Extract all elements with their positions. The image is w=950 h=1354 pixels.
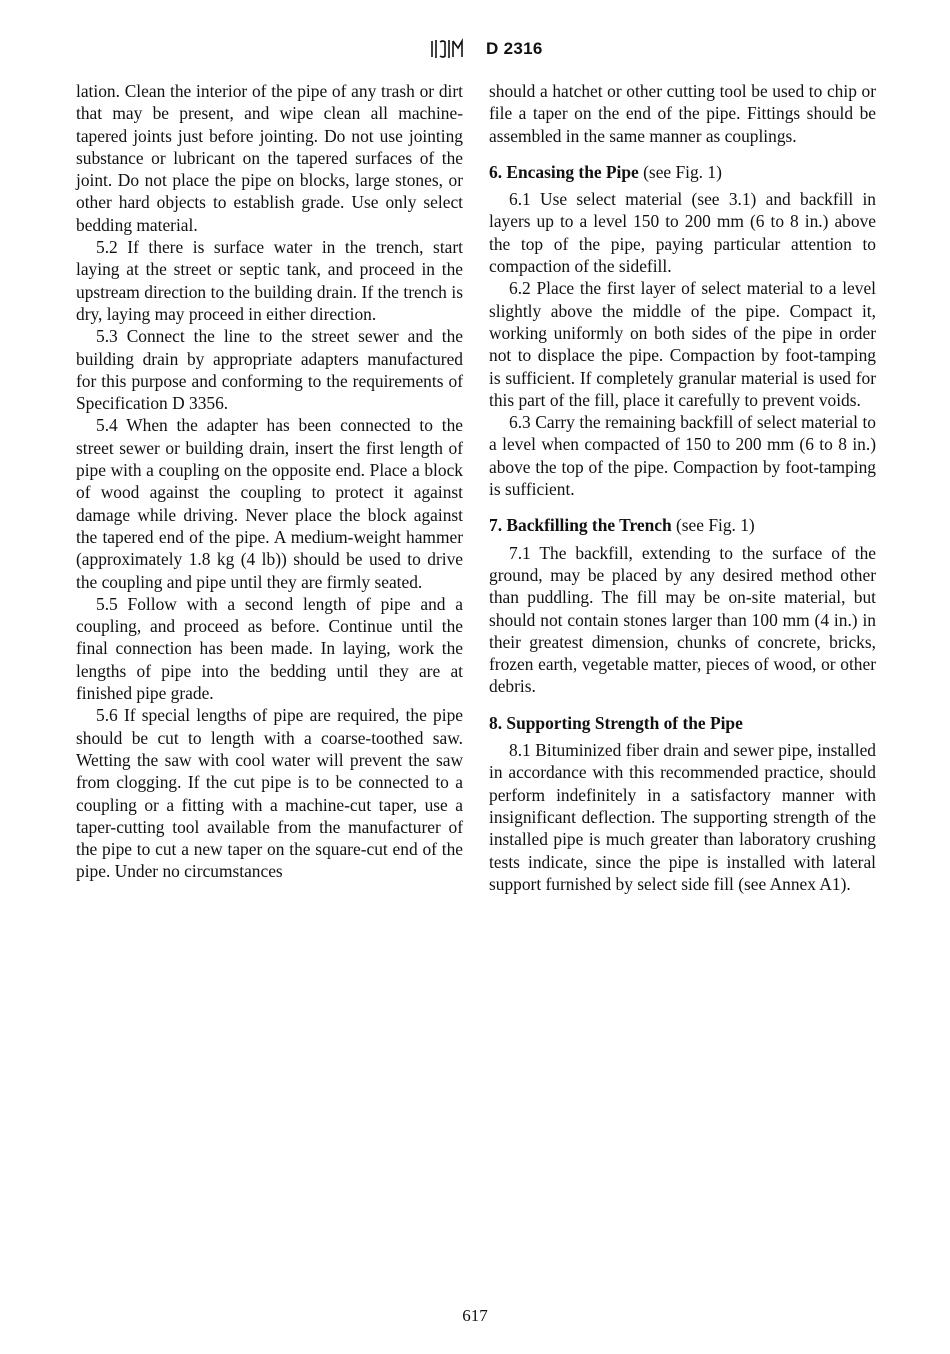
page-number: 617 (462, 1306, 488, 1325)
paragraph-6-1: 6.1 Use select material (see 3.1) and backfill in layers up to a level 150 to 200 mm (6 to 8 in.) above the top of the pipe, paying particular attention to compaction of the sidefill. (489, 189, 876, 277)
paragraph-5-6: 5.6 If special lengths of pipe are required, the pipe should be cut to length with a coarse-toothed saw. Wetting the saw with cool water will prevent the saw from clogging. If the cut pipe is to be connected to a coupling or a fitting with a machine-cut taper, use a taper-cutting tool available from the manufacturer of the pipe to cut a new taper on the square-cut end of the pipe. Under no circumstances (76, 705, 463, 882)
figure-reference: (see Fig. 1) (676, 515, 755, 536)
document-designation: D 2316 (486, 39, 543, 58)
paragraph-6-3: 6.3 Carry the remaining backfill of select material to a level when compacted of 150 to 200 mm (6 to 8 in.) above the top of the pipe. Compaction by foot-tamping is sufficient. (489, 412, 876, 500)
paragraph-7-1: 7.1 The backfill, extending to the surface of the ground, may be placed by any desired method other than puddling. The fill may be on-site material, but should not contain stones larger than 100 mm (4 in.) in their greatest dimension, chunks of concrete, bricks, frozen earth, vegetable matter, pieces of wood, or other debris. (489, 542, 876, 697)
section-8-heading (489, 712, 876, 734)
right-column (489, 80, 876, 895)
paragraph-continued: lation. Clean the interior of the pipe of any trash or dirt that may be present, and wipe clean all machine-tapered joints just before jointing. Do not use jointing substance or lubricant on the tapered surfaces of the joint. Do not place the pipe on blocks, large stones, or other hard objects to establish grade. Use only select bedding material. (76, 81, 463, 235)
section-7-heading (489, 514, 876, 536)
paragraph-6-2: 6.2 Place the first layer of select material to a level slightly above the middle of the pipe. Compact it, working uniformly on both sides of the pipe in order not to displace the pipe. Compaction by foot-tamping is sufficient. If completely granular material is used for this part of the fill, place it carefully to prevent voids. (489, 278, 876, 410)
section-number: 6. (489, 161, 503, 182)
figure-reference: (see Fig. 1) (643, 161, 722, 182)
section-6-heading (489, 161, 876, 183)
section-title: Backfilling the Trench (506, 515, 672, 536)
page-header (0, 38, 950, 62)
section-title: Supporting Strength of the Pipe (506, 712, 743, 733)
section-number: 8. (489, 712, 503, 733)
paragraph-5-2: 5.2 If there is surface water in the trench, start laying at the street or septic tank, and proceed in the upstream direction to the building drain. If the trench is dry, laying may proceed in either direction. (76, 237, 463, 324)
paragraph-5-4: 5.4 When the adapter has been connected to the street sewer or building drain, insert the first length of pipe with a coupling on the opposite end. Place a block of wood against the coupling to protect it against damage while driving. Never place the block against the tapered end of the pipe. A medium-weight hammer (approximately 1.8 kg (4 lb)) should be used to drive the coupling and pipe until they are firmly seated. (76, 415, 463, 592)
paragraph-5-5: 5.5 Follow with a second length of pipe and a coupling, and proceed as before. Continue until the final connection has been made. In laying, work the lengths of pipe into the bedding until they are at finished pipe grade. (76, 593, 463, 704)
left-column (76, 80, 463, 883)
section-title: Encasing the Pipe (506, 161, 639, 182)
paragraph-5-3: 5.3 Connect the line to the street sewer and the building drain by appropriate adapters manufactured for this purpose and conforming to the requirements of Specification D 3356. (76, 326, 463, 414)
paragraph-continued-right: should a hatchet or other cutting tool be used to chip or file a taper on the end of the pipe. Fittings should be assembled in the same manner as couplings. (489, 81, 876, 146)
paragraph-8-1: 8.1 Bituminized fiber drain and sewer pipe, installed in accordance with this recommended practice, should perform indefinitely in a satisfactory manner with insignificant deflection. The supporting strength of the installed pipe is much greater than laboratory crushing tests indicate, since the pipe is installed with lateral support furnished by select side fill (see Annex A1). (489, 740, 876, 894)
astm-logo-icon (429, 38, 465, 60)
section-number: 7. (489, 515, 503, 536)
